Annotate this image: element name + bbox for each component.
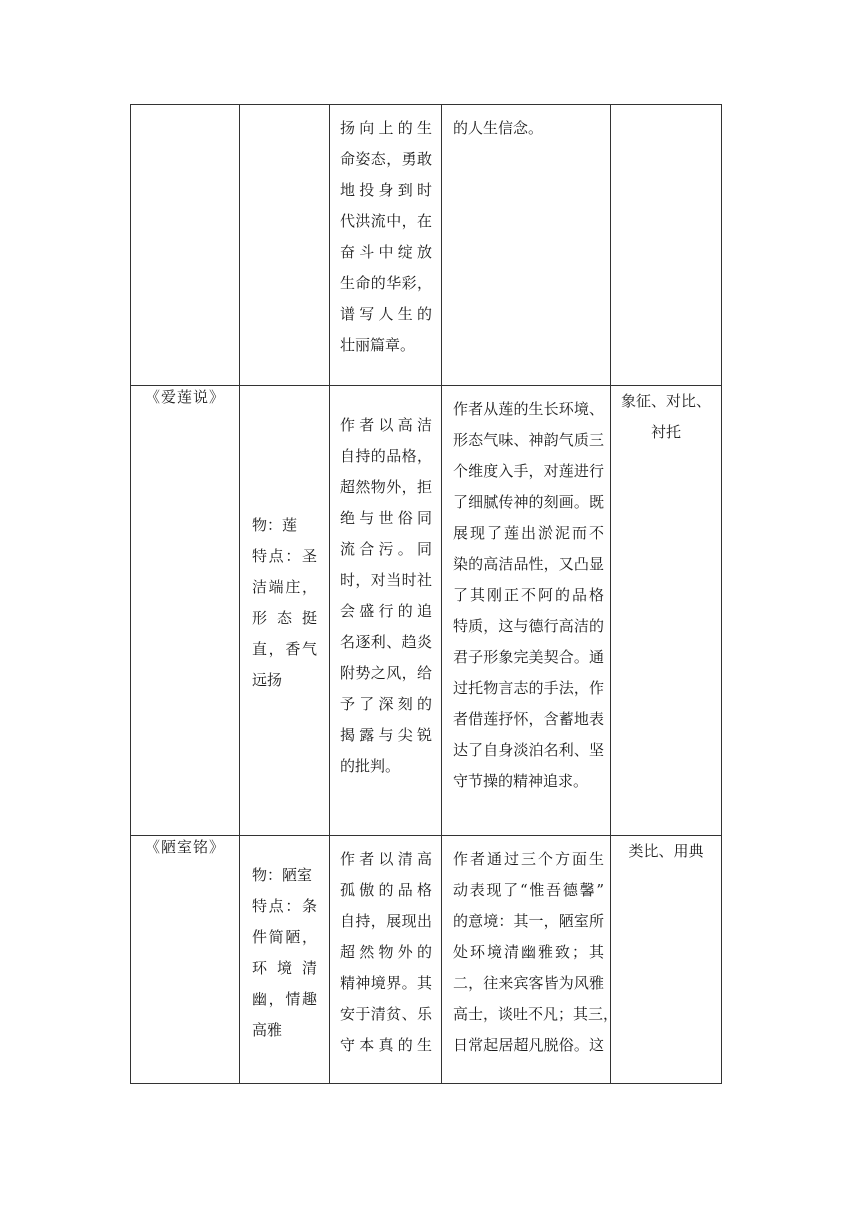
text-line: 形态挺 bbox=[252, 609, 317, 627]
text-line: 二，往来宾客皆为风雅 bbox=[453, 974, 604, 992]
text-line: 揭露与尖锐 bbox=[340, 726, 432, 744]
text-line: 会盛行的追 bbox=[340, 602, 432, 620]
text-line: 作者以清高 bbox=[340, 850, 432, 868]
text-line: 环境清 bbox=[252, 959, 317, 977]
text-line: 君子形象完美契合。通 bbox=[453, 648, 604, 666]
text-line: 安于清贫、乐 bbox=[340, 1005, 432, 1023]
table-row bbox=[131, 386, 722, 836]
text-line: 壮丽篇章。 bbox=[340, 336, 416, 354]
text-line: 类比、用典 bbox=[628, 842, 704, 860]
features-cell bbox=[240, 386, 330, 836]
text-line: 达了自身淡泊名利、坚 bbox=[453, 741, 604, 759]
text-line: 个维度入手，对莲进行 bbox=[453, 462, 604, 480]
text-line: 了其刚正不阿的品格 bbox=[453, 586, 604, 604]
text-line: 特点：条 bbox=[252, 897, 317, 915]
analysis-cell bbox=[442, 836, 619, 1084]
text-line: 流合污。同 bbox=[340, 540, 432, 558]
text-line: 物：陋室 bbox=[252, 866, 313, 884]
text-line: 时，对当时社 bbox=[340, 571, 432, 589]
text-line: 染的高洁品性，又凸显 bbox=[453, 555, 604, 573]
text-line: 代洪流中，在 bbox=[340, 212, 432, 230]
text-line: 作者通过三个方面生 bbox=[453, 850, 604, 868]
text-line: 的批判。 bbox=[340, 757, 401, 775]
text-line: 直，香气 bbox=[252, 640, 317, 658]
text-line: 予了深刻的 bbox=[340, 695, 432, 713]
text-line: 地投身到时 bbox=[340, 181, 432, 199]
text-line: 件简陋， bbox=[252, 928, 317, 946]
meaning-cell bbox=[330, 105, 442, 386]
text-line: 超然物外的 bbox=[340, 943, 432, 961]
text-line: 附势之风，给 bbox=[340, 664, 432, 682]
text-line: 作者以高洁 bbox=[340, 416, 432, 434]
text-line: 洁端庄， bbox=[252, 578, 317, 596]
text-line: 命姿态，勇敢 bbox=[340, 150, 432, 168]
analysis-cell bbox=[442, 105, 611, 386]
text-line: 扬向上的生 bbox=[340, 119, 432, 137]
text-line: 处环境清幽雅致；其 bbox=[453, 943, 604, 961]
text-line: 动表现了“惟吾德馨” bbox=[453, 881, 604, 899]
table-row bbox=[131, 105, 722, 386]
text-line: 生命的华彩， bbox=[340, 274, 432, 292]
text-line: 形态气味、神韵气质三 bbox=[453, 431, 604, 449]
text-line: 高士，谈吐不凡；其三， bbox=[453, 1005, 619, 1023]
text-line: 绝与世俗同 bbox=[340, 509, 432, 527]
technique-cell bbox=[611, 105, 722, 386]
text-line: 超然物外，拒 bbox=[340, 478, 432, 496]
text-line: 过托物言志的手法，作 bbox=[453, 679, 604, 697]
work-title: 《陋室铭》 bbox=[144, 838, 225, 856]
text-line: 的意境：其一，陋室所 bbox=[453, 912, 604, 930]
text-line: 幽，情趣 bbox=[252, 990, 317, 1008]
text-line: 展现了莲出淤泥而不 bbox=[453, 524, 604, 542]
text-line: 孤傲的品格 bbox=[340, 881, 432, 899]
title-cell bbox=[131, 105, 240, 386]
text-line: 精神境界。其 bbox=[340, 974, 432, 992]
title-cell bbox=[131, 836, 240, 1084]
text-line: 者借莲抒怀，含蓄地表 bbox=[453, 710, 604, 728]
technique-cell bbox=[611, 386, 722, 836]
table-row bbox=[131, 836, 722, 1084]
text-line: 特质，这与德行高洁的 bbox=[453, 617, 604, 635]
text-line: 谱写人生的 bbox=[340, 305, 432, 323]
text-line: 物：莲 bbox=[252, 516, 298, 534]
text-line: 自持的品格， bbox=[340, 447, 432, 465]
text-line: 奋斗中绽放 bbox=[340, 243, 432, 261]
text-line: 自持，展现出 bbox=[340, 912, 432, 930]
features-cell bbox=[240, 836, 330, 1084]
technique-cell bbox=[611, 836, 722, 1084]
text-line: 日常起居超凡脱俗。这 bbox=[453, 1036, 604, 1054]
text-line: 的人生信念。 bbox=[453, 119, 544, 137]
features-cell bbox=[240, 105, 330, 386]
text-line: 作者从莲的生长环境、 bbox=[453, 400, 604, 418]
text-line: 远扬 bbox=[252, 671, 283, 689]
meaning-cell bbox=[330, 836, 442, 1084]
text-line: 特点：圣 bbox=[252, 547, 317, 565]
text-line: 名逐利、趋炎 bbox=[340, 633, 432, 651]
text-line: 象征、对比、 bbox=[620, 392, 711, 410]
title-cell bbox=[131, 386, 240, 836]
text-line: 了细腻传神的刻画。既 bbox=[453, 493, 604, 511]
text-line: 守节操的精神追求。 bbox=[453, 772, 589, 790]
text-line: 高雅 bbox=[252, 1021, 283, 1039]
text-line: 衬托 bbox=[650, 423, 681, 441]
work-title: 《爱莲说》 bbox=[144, 388, 225, 406]
analysis-table bbox=[130, 104, 722, 1084]
meaning-cell bbox=[330, 386, 442, 836]
text-line: 守本真的生 bbox=[340, 1036, 432, 1054]
analysis-cell bbox=[442, 386, 611, 836]
